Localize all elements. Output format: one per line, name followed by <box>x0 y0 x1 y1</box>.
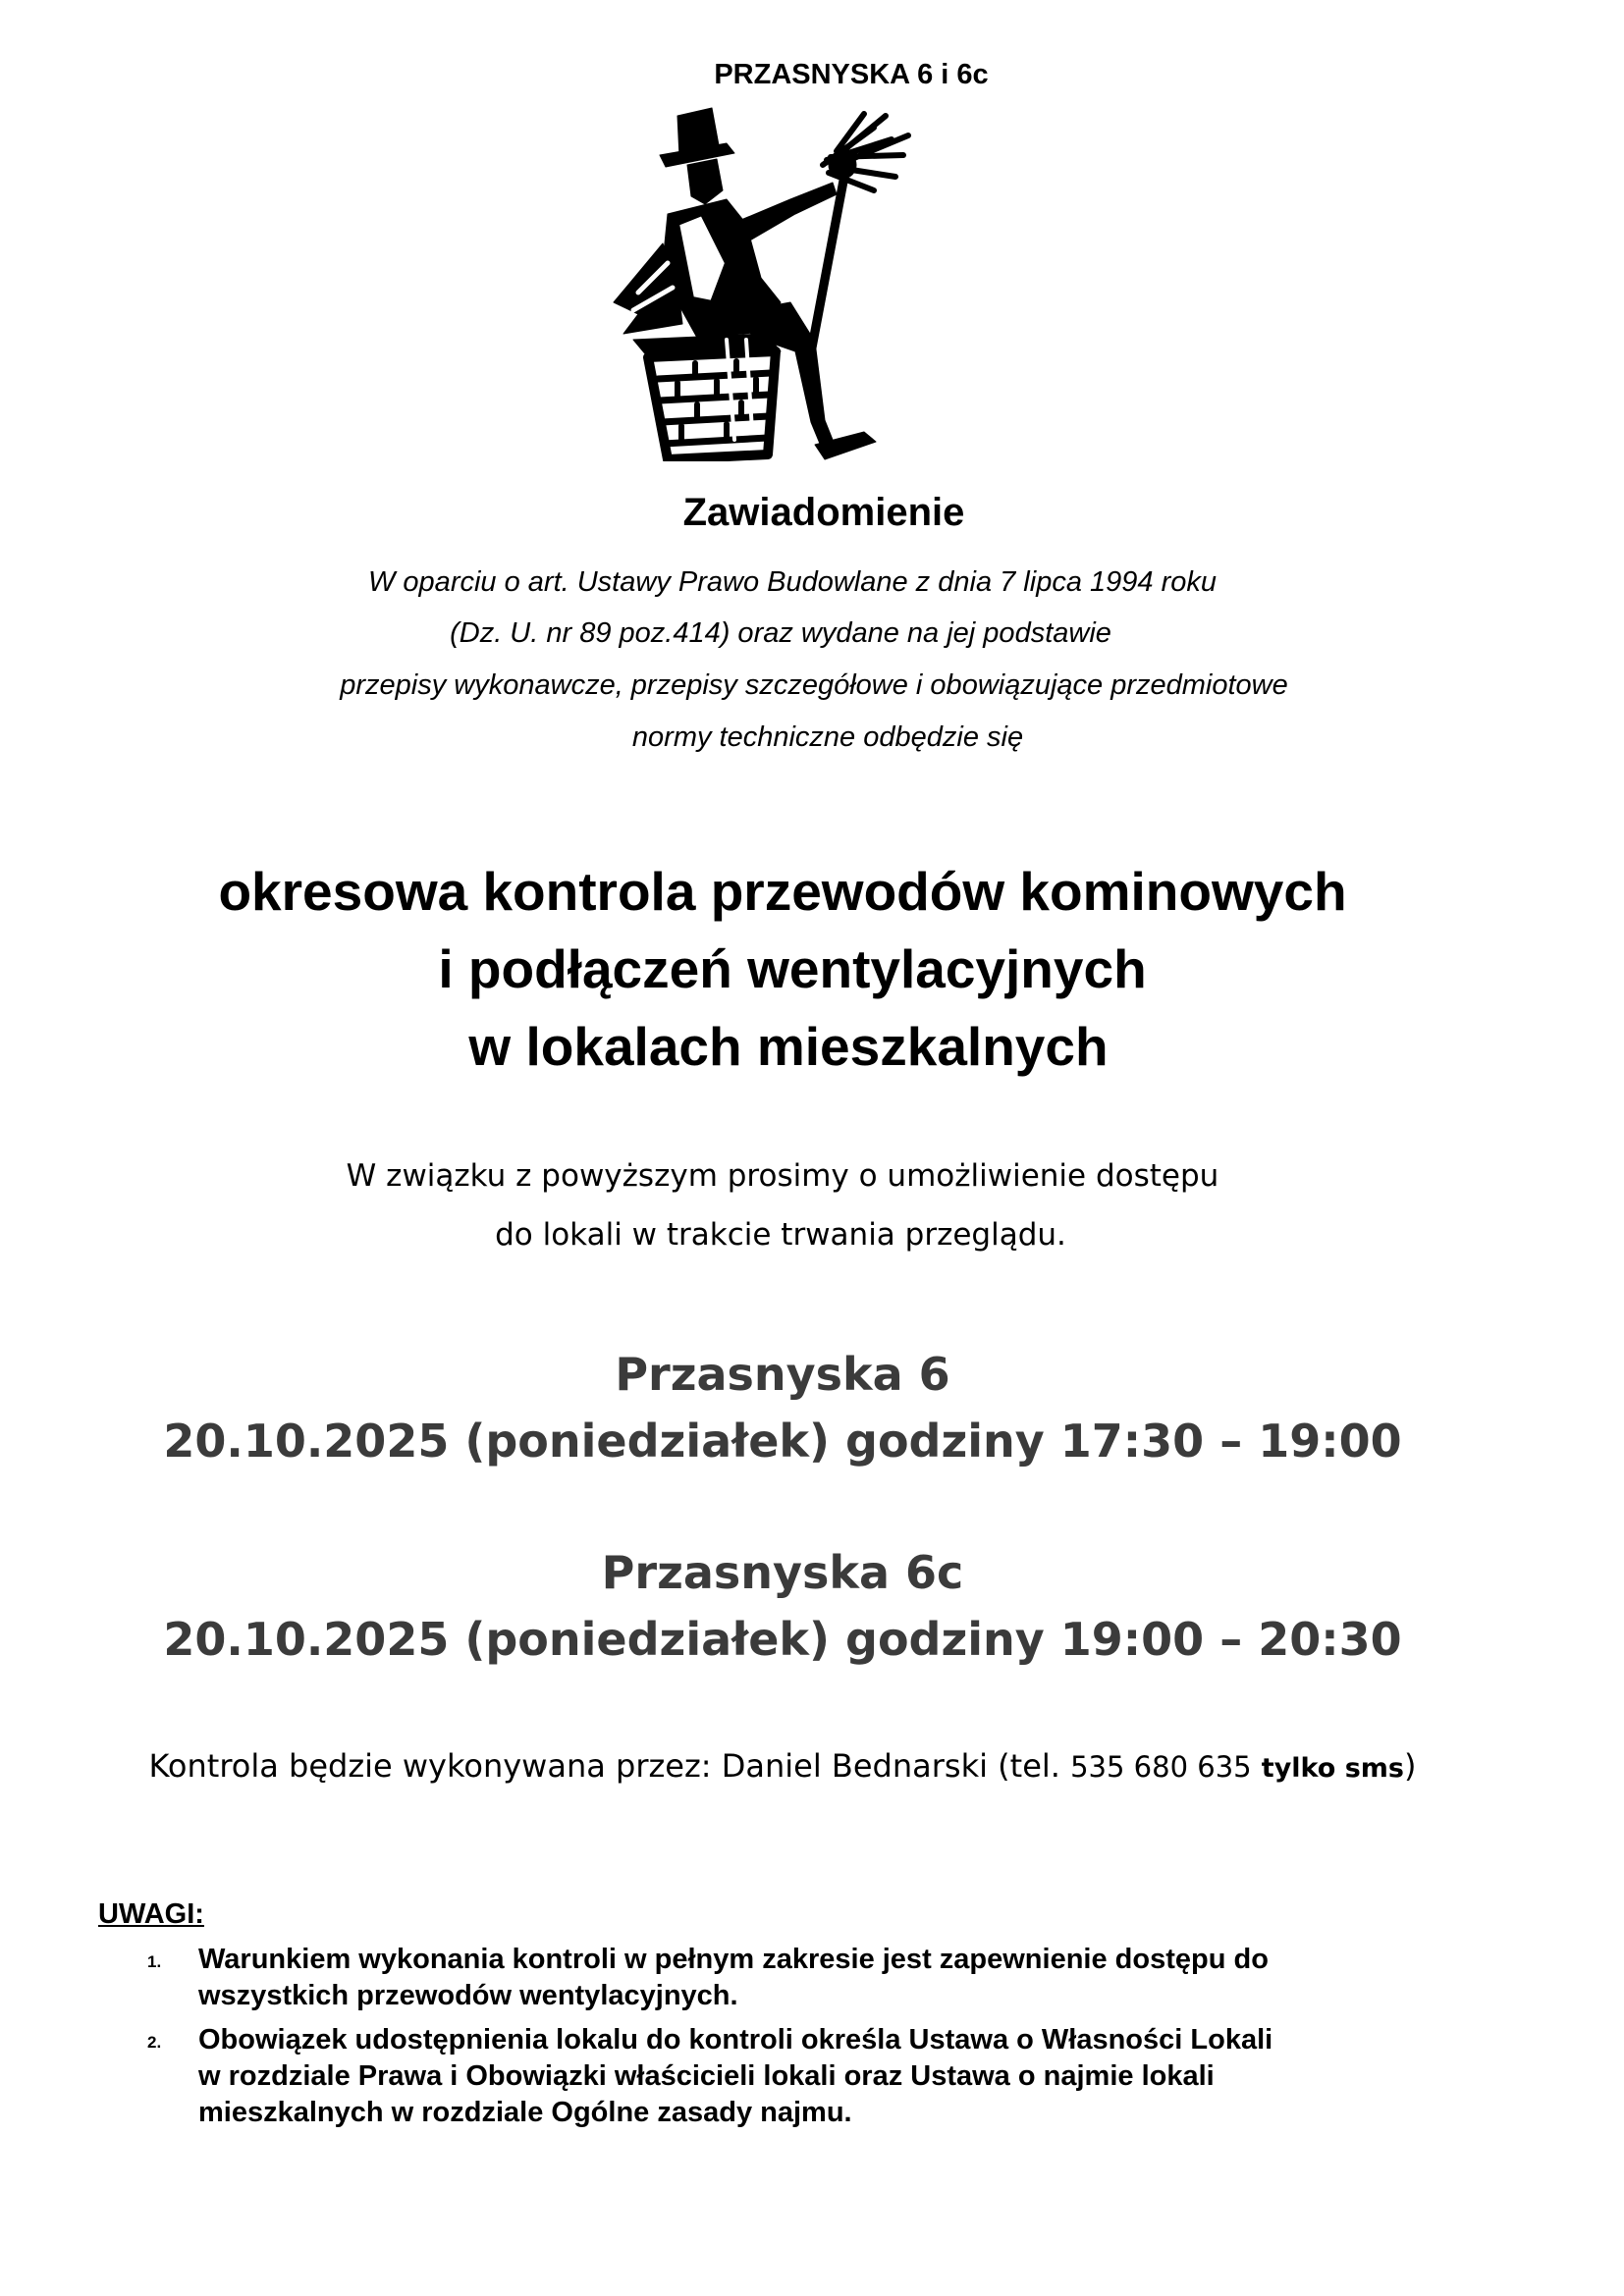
schedule-time: 20.10.2025 (poniedziałek) godziny 17:30 – 19:00 <box>163 1415 1402 1468</box>
schedule-time: 20.10.2025 (poniedziałek) godziny 19:00 – 20:30 <box>163 1613 1402 1666</box>
contact-line <box>0 1747 1595 1785</box>
intro-line: (Dz. U. nr 89 poz.414) oraz wydane na jej podstawie <box>450 617 1111 649</box>
headline-line: i podłączeń wentylacyjnych <box>438 938 1147 999</box>
contact-prefix: Kontrola będzie wykonywana przez: Daniel Bednarski (tel. <box>148 1747 1071 1785</box>
notes-title: UWAGI: <box>98 1898 204 1930</box>
note-item <box>147 1942 1424 2014</box>
schedule-address: Przasnyska 6c <box>601 1546 964 1599</box>
contact-phone: 535 680 635 <box>1070 1750 1252 1784</box>
headline-line: w lokalach mieszkalnych <box>468 1016 1109 1077</box>
intro-line: przepisy wykonawcze, przepisy szczegółowe i obowiązujące przedmiotowe <box>340 669 1288 701</box>
schedule-address: Przasnyska 6 <box>615 1348 950 1401</box>
note-text-line: Obowiązek udostępnienia lokalu do kontroli określa Ustawa o Własności Lokali <box>198 2024 1273 2056</box>
notice-title: Zawiadomienie <box>682 491 965 534</box>
note-text-line: wszystkich przewodów wentylacyjnych. <box>198 1980 738 2011</box>
note-number: 2. <box>147 2033 162 2052</box>
contact-note: tylko sms <box>1261 1753 1404 1784</box>
note-text-line: Warunkiem wykonania kontroli w pełnym zakresie jest zapewnienie dostępu do <box>198 1944 1269 1975</box>
request-line: do lokali w trakcie trwania przeglądu. <box>495 1217 1066 1253</box>
headline-line: okresowa kontrola przewodów kominowych <box>218 861 1347 922</box>
request-line: W związku z powyższym prosimy o umożliwienie dostępu <box>346 1158 1219 1194</box>
intro-line: W oparciu o art. Ustawy Prawo Budowlane z dnia 7 lipca 1994 roku <box>368 566 1217 598</box>
note-text-line: mieszkalnych w rozdziale Ogólne zasady najmu. <box>198 2097 852 2128</box>
intro-line: normy techniczne odbędzie się <box>631 721 1024 753</box>
contact-suffix: ) <box>1404 1747 1417 1785</box>
chimney-sweep-icon <box>579 106 992 461</box>
note-number: 1. <box>147 1952 162 1971</box>
document-header: PRZASNYSKA 6 i 6c <box>714 59 989 90</box>
note-text-line: w rozdziale Prawa i Obowiązki właścicieli lokali oraz Ustawa o najmie lokali <box>198 2060 1215 2092</box>
notes-list <box>147 1942 1424 2139</box>
note-item <box>147 2022 1424 2131</box>
